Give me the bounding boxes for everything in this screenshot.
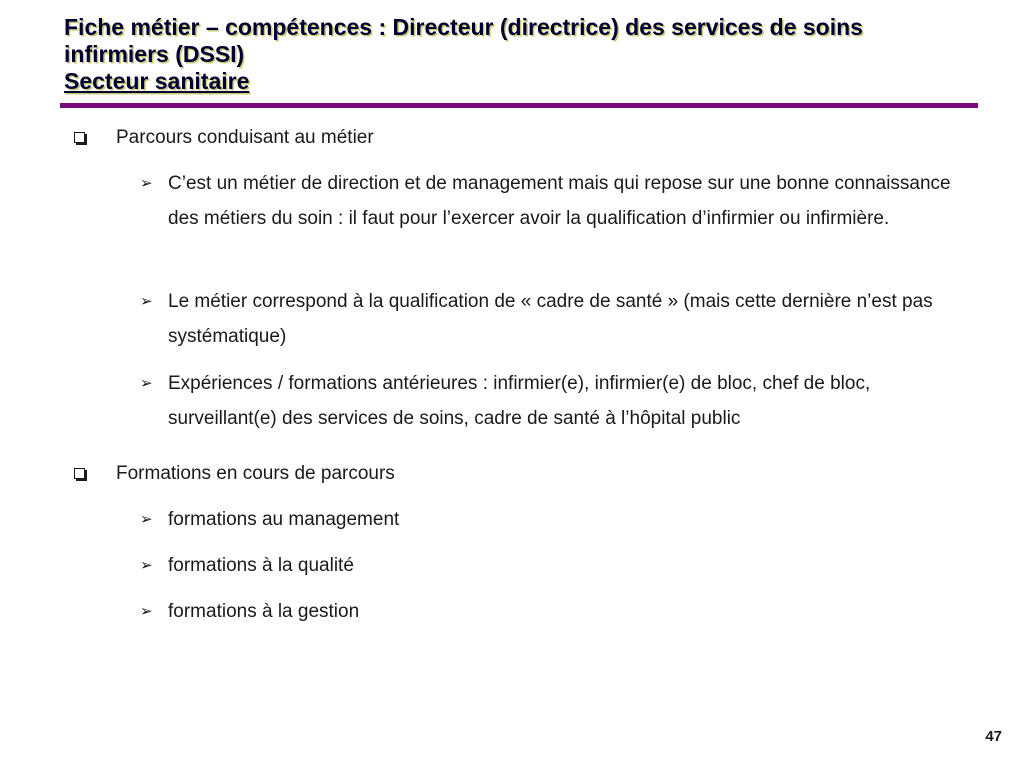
- arrow-bullet-icon: ➢: [140, 375, 153, 392]
- title-line-1: Fiche métier – compétences : Directeur (directrice) des services de soins: [64, 14, 863, 40]
- square-bullet-icon: [74, 132, 85, 143]
- slide: Fiche métier – compétences : Directeur (directrice) des services de soins infirmiers (DSSI) Secteur sanitaire Parcours conduisant au métier ➢ C’est un métier de direction et de management mais qui repose sur une bonne connaissance des métiers du soin : il faut pour l’exercer avoir la qualification d’infirmier ou infirmière. ➢ Le métier correspond à la qualification de « cadre de santé » (mais cette dernière n’est pas systématique) ➢ Expériences / formations antérieures : infirmier(e), infirmier(e) de bloc, chef de bloc, surveillant(e) des services de soins, cadre de santé à l’hôpital public Formations en cours de parcours ➢ formations au management ➢ formations à la qualité ➢ formations à la gestion 47: [0, 0, 1024, 768]
- page-number: 47: [985, 728, 1002, 745]
- arrow-bullet-icon: ➢: [140, 557, 153, 574]
- square-bullet-icon: [74, 468, 85, 479]
- slide-title: [64, 14, 984, 95]
- arrow-bullet-icon: ➢: [140, 293, 153, 310]
- title-subtitle: Secteur sanitaire: [64, 68, 250, 94]
- arrow-bullet-icon: ➢: [140, 175, 153, 192]
- arrow-bullet-icon: ➢: [140, 603, 153, 620]
- title-divider: [60, 103, 978, 108]
- title-line-2: infirmiers (DSSI): [64, 41, 245, 67]
- title-line-3: [64, 68, 984, 95]
- arrow-bullet-icon: ➢: [140, 511, 153, 528]
